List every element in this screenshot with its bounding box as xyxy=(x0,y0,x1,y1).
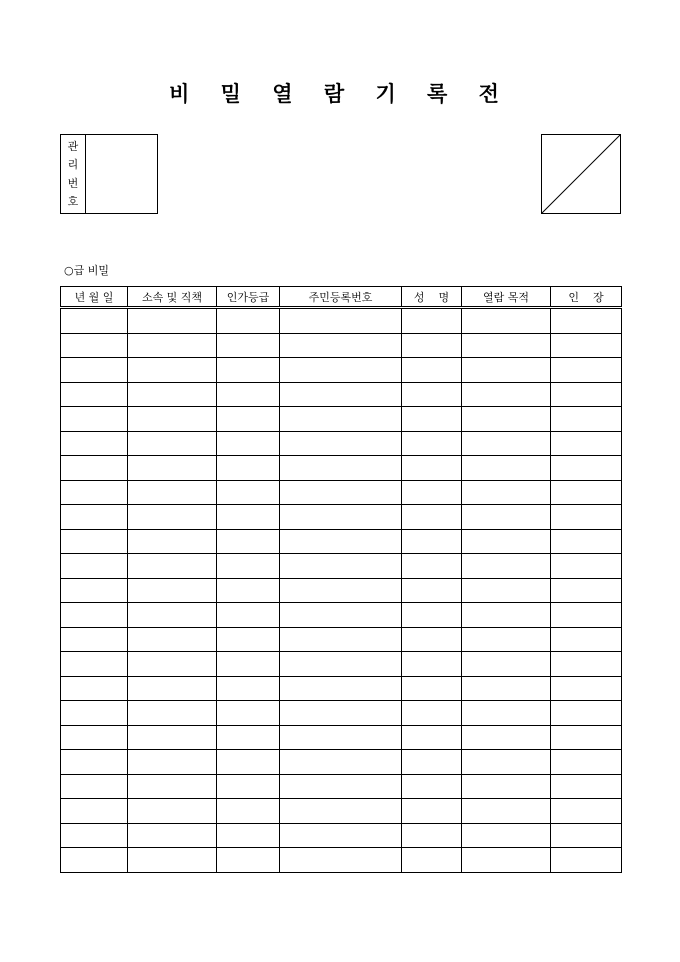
resident-number-cell[interactable] xyxy=(280,578,402,603)
table-row xyxy=(61,603,622,628)
diagonal-line-icon xyxy=(542,135,620,213)
purpose-cell[interactable] xyxy=(462,799,551,824)
purpose-cell[interactable] xyxy=(462,333,551,358)
name-cell[interactable] xyxy=(402,725,462,750)
affiliation-cell[interactable] xyxy=(128,308,217,334)
resident-number-cell[interactable] xyxy=(280,554,402,579)
purpose-cell[interactable] xyxy=(462,358,551,383)
clearance-cell[interactable] xyxy=(217,603,280,628)
clearance-cell[interactable] xyxy=(217,382,280,407)
stamp-box xyxy=(541,134,621,214)
affiliation-cell[interactable] xyxy=(128,382,217,407)
seal-cell[interactable] xyxy=(551,823,622,848)
date-cell[interactable] xyxy=(61,603,128,628)
affiliation-cell[interactable] xyxy=(128,701,217,726)
purpose-cell[interactable] xyxy=(462,627,551,652)
table-body xyxy=(61,308,622,873)
resident-number-cell[interactable] xyxy=(280,603,402,628)
date-cell[interactable] xyxy=(61,627,128,652)
column-header-clearance: 인가등급 xyxy=(217,287,280,308)
purpose-cell[interactable] xyxy=(462,652,551,677)
name-cell[interactable] xyxy=(402,554,462,579)
table-header-row xyxy=(61,287,622,308)
table-row xyxy=(61,848,622,873)
date-cell[interactable] xyxy=(61,308,128,334)
seal-cell[interactable] xyxy=(551,701,622,726)
table-row xyxy=(61,627,622,652)
name-cell[interactable] xyxy=(402,308,462,334)
seal-cell[interactable] xyxy=(551,578,622,603)
resident-number-cell[interactable] xyxy=(280,480,402,505)
table-row xyxy=(61,308,622,334)
date-cell[interactable] xyxy=(61,505,128,530)
date-cell[interactable] xyxy=(61,407,128,432)
seal-cell[interactable] xyxy=(551,848,622,873)
resident-number-cell[interactable] xyxy=(280,725,402,750)
purpose-cell[interactable] xyxy=(462,554,551,579)
affiliation-cell[interactable] xyxy=(128,480,217,505)
table-row xyxy=(61,407,622,432)
table-row xyxy=(61,578,622,603)
purpose-cell[interactable] xyxy=(462,848,551,873)
management-number-label-char: 번 xyxy=(67,176,79,190)
seal-cell[interactable] xyxy=(551,407,622,432)
name-cell[interactable] xyxy=(402,578,462,603)
seal-cell[interactable] xyxy=(551,382,622,407)
date-cell[interactable] xyxy=(61,431,128,456)
date-cell[interactable] xyxy=(61,382,128,407)
table-row xyxy=(61,701,622,726)
management-number-field[interactable] xyxy=(86,135,157,213)
table-row xyxy=(61,505,622,530)
seal-cell[interactable] xyxy=(551,603,622,628)
seal-cell[interactable] xyxy=(551,676,622,701)
resident-number-cell[interactable] xyxy=(280,652,402,677)
affiliation-cell[interactable] xyxy=(128,823,217,848)
clearance-cell[interactable] xyxy=(217,676,280,701)
name-cell[interactable] xyxy=(402,407,462,432)
purpose-cell[interactable] xyxy=(462,774,551,799)
name-cell[interactable] xyxy=(402,652,462,677)
clearance-cell[interactable] xyxy=(217,652,280,677)
seal-cell[interactable] xyxy=(551,774,622,799)
clearance-cell[interactable] xyxy=(217,823,280,848)
management-number-box xyxy=(60,134,158,214)
management-number-label-char: 리 xyxy=(67,158,79,172)
table-row xyxy=(61,529,622,554)
affiliation-cell[interactable] xyxy=(128,529,217,554)
date-cell[interactable] xyxy=(61,554,128,579)
name-cell[interactable] xyxy=(402,603,462,628)
name-cell[interactable] xyxy=(402,848,462,873)
table-row xyxy=(61,823,622,848)
clearance-cell[interactable] xyxy=(217,799,280,824)
purpose-cell[interactable] xyxy=(462,823,551,848)
table-row xyxy=(61,676,622,701)
seal-cell[interactable] xyxy=(551,725,622,750)
resident-number-cell[interactable] xyxy=(280,407,402,432)
table-row xyxy=(61,431,622,456)
management-number-label-char: 호 xyxy=(67,195,79,209)
date-cell[interactable] xyxy=(61,701,128,726)
affiliation-cell[interactable] xyxy=(128,774,217,799)
seal-cell[interactable] xyxy=(551,358,622,383)
affiliation-cell[interactable] xyxy=(128,627,217,652)
affiliation-cell[interactable] xyxy=(128,799,217,824)
access-log-table xyxy=(60,286,622,873)
date-cell[interactable] xyxy=(61,652,128,677)
clearance-cell[interactable] xyxy=(217,480,280,505)
seal-cell[interactable] xyxy=(551,333,622,358)
purpose-cell[interactable] xyxy=(462,407,551,432)
date-cell[interactable] xyxy=(61,725,128,750)
date-cell[interactable] xyxy=(61,799,128,824)
purpose-cell[interactable] xyxy=(462,505,551,530)
table-row xyxy=(61,382,622,407)
purpose-cell[interactable] xyxy=(462,676,551,701)
affiliation-cell[interactable] xyxy=(128,603,217,628)
table-row xyxy=(61,333,622,358)
date-cell[interactable] xyxy=(61,578,128,603)
name-cell[interactable] xyxy=(402,750,462,775)
resident-number-cell[interactable] xyxy=(280,382,402,407)
name-cell[interactable] xyxy=(402,676,462,701)
clearance-cell[interactable] xyxy=(217,725,280,750)
clearance-cell[interactable] xyxy=(217,505,280,530)
name-cell[interactable] xyxy=(402,799,462,824)
affiliation-cell[interactable] xyxy=(128,676,217,701)
name-cell[interactable] xyxy=(402,505,462,530)
affiliation-cell[interactable] xyxy=(128,333,217,358)
table-row xyxy=(61,750,622,775)
clearance-cell[interactable] xyxy=(217,529,280,554)
seal-cell[interactable] xyxy=(551,554,622,579)
column-header-seal: 인 장 xyxy=(551,287,622,308)
affiliation-cell[interactable] xyxy=(128,725,217,750)
seal-cell[interactable] xyxy=(551,652,622,677)
seal-cell[interactable] xyxy=(551,505,622,530)
column-header-date: 년 월 일 xyxy=(61,287,128,308)
affiliation-cell[interactable] xyxy=(128,578,217,603)
clearance-cell[interactable] xyxy=(217,407,280,432)
purpose-cell[interactable] xyxy=(462,529,551,554)
name-cell[interactable] xyxy=(402,431,462,456)
resident-number-cell[interactable] xyxy=(280,774,402,799)
table-row xyxy=(61,554,622,579)
clearance-cell[interactable] xyxy=(217,431,280,456)
clearance-cell[interactable] xyxy=(217,627,280,652)
date-cell[interactable] xyxy=(61,750,128,775)
date-cell[interactable] xyxy=(61,823,128,848)
name-cell[interactable] xyxy=(402,774,462,799)
name-cell[interactable] xyxy=(402,823,462,848)
column-header-resident-number: 주민등록번호 xyxy=(280,287,402,308)
name-cell[interactable] xyxy=(402,529,462,554)
resident-number-cell[interactable] xyxy=(280,431,402,456)
date-cell[interactable] xyxy=(61,480,128,505)
date-cell[interactable] xyxy=(61,358,128,383)
document-title: 비 밀 열 람 기 록 전 xyxy=(169,81,511,106)
column-header-purpose: 열람 목적 xyxy=(462,287,551,308)
table-row xyxy=(61,480,622,505)
resident-number-cell[interactable] xyxy=(280,308,402,334)
purpose-cell[interactable] xyxy=(462,382,551,407)
resident-number-cell[interactable] xyxy=(280,823,402,848)
purpose-cell[interactable] xyxy=(462,431,551,456)
table-row xyxy=(61,358,622,383)
date-cell[interactable] xyxy=(61,774,128,799)
table-row xyxy=(61,799,622,824)
seal-cell[interactable] xyxy=(551,308,622,334)
affiliation-cell[interactable] xyxy=(128,505,217,530)
clearance-cell[interactable] xyxy=(217,308,280,334)
purpose-cell[interactable] xyxy=(462,308,551,334)
name-cell[interactable] xyxy=(402,333,462,358)
affiliation-cell[interactable] xyxy=(128,750,217,775)
clearance-cell[interactable] xyxy=(217,554,280,579)
resident-number-cell[interactable] xyxy=(280,750,402,775)
affiliation-cell[interactable] xyxy=(128,358,217,383)
date-cell[interactable] xyxy=(61,456,128,481)
date-cell[interactable] xyxy=(61,848,128,873)
purpose-cell[interactable] xyxy=(462,750,551,775)
name-cell[interactable] xyxy=(402,456,462,481)
column-header-name: 성 명 xyxy=(402,287,462,308)
resident-number-cell[interactable] xyxy=(280,701,402,726)
clearance-cell[interactable] xyxy=(217,456,280,481)
seal-cell[interactable] xyxy=(551,799,622,824)
clearance-cell[interactable] xyxy=(217,701,280,726)
management-number-label xyxy=(61,135,86,213)
table-row xyxy=(61,774,622,799)
name-cell[interactable] xyxy=(402,358,462,383)
seal-cell[interactable] xyxy=(551,456,622,481)
affiliation-cell[interactable] xyxy=(128,407,217,432)
grade-label: ○급 비밀 xyxy=(64,264,109,277)
affiliation-cell[interactable] xyxy=(128,554,217,579)
name-cell[interactable] xyxy=(402,701,462,726)
purpose-cell[interactable] xyxy=(462,701,551,726)
resident-number-cell[interactable] xyxy=(280,456,402,481)
purpose-cell[interactable] xyxy=(462,578,551,603)
name-cell[interactable] xyxy=(402,480,462,505)
clearance-cell[interactable] xyxy=(217,848,280,873)
resident-number-cell[interactable] xyxy=(280,848,402,873)
resident-number-cell[interactable] xyxy=(280,333,402,358)
resident-number-cell[interactable] xyxy=(280,358,402,383)
name-cell[interactable] xyxy=(402,382,462,407)
table-row xyxy=(61,725,622,750)
clearance-cell[interactable] xyxy=(217,358,280,383)
resident-number-cell[interactable] xyxy=(280,799,402,824)
table-row xyxy=(61,652,622,677)
seal-cell[interactable] xyxy=(551,431,622,456)
resident-number-cell[interactable] xyxy=(280,529,402,554)
affiliation-cell[interactable] xyxy=(128,848,217,873)
affiliation-cell[interactable] xyxy=(128,652,217,677)
affiliation-cell[interactable] xyxy=(128,431,217,456)
resident-number-cell[interactable] xyxy=(280,676,402,701)
name-cell[interactable] xyxy=(402,627,462,652)
seal-cell[interactable] xyxy=(551,480,622,505)
purpose-cell[interactable] xyxy=(462,725,551,750)
date-cell[interactable] xyxy=(61,333,128,358)
table-row xyxy=(61,456,622,481)
purpose-cell[interactable] xyxy=(462,603,551,628)
clearance-cell[interactable] xyxy=(217,774,280,799)
purpose-cell[interactable] xyxy=(462,480,551,505)
seal-cell[interactable] xyxy=(551,529,622,554)
affiliation-cell[interactable] xyxy=(128,456,217,481)
seal-cell[interactable] xyxy=(551,627,622,652)
clearance-cell[interactable] xyxy=(217,333,280,358)
seal-cell[interactable] xyxy=(551,750,622,775)
date-cell[interactable] xyxy=(61,676,128,701)
management-number-label-char: 관 xyxy=(67,139,79,153)
date-cell[interactable] xyxy=(61,529,128,554)
clearance-cell[interactable] xyxy=(217,750,280,775)
column-header-affiliation: 소속 및 직책 xyxy=(128,287,217,308)
resident-number-cell[interactable] xyxy=(280,505,402,530)
clearance-cell[interactable] xyxy=(217,578,280,603)
purpose-cell[interactable] xyxy=(462,456,551,481)
resident-number-cell[interactable] xyxy=(280,627,402,652)
